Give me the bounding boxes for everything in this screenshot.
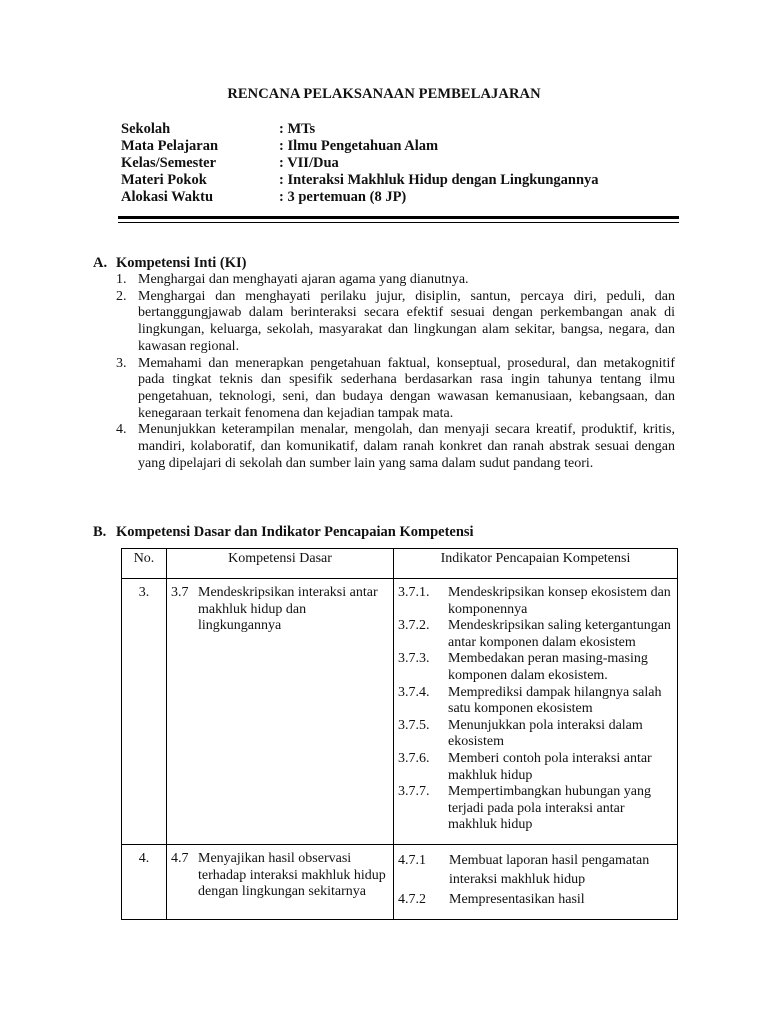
indicator-text: Mempresentasikan hasil bbox=[449, 891, 585, 907]
section-a-heading bbox=[93, 255, 247, 272]
indicator-text: Menunjukkan pola interaksi dalam ekosistem bbox=[448, 717, 643, 750]
column-header-kd: Kompetensi Dasar bbox=[167, 549, 394, 579]
identity-value: : MTs bbox=[279, 121, 316, 137]
kd-code: 4.7 bbox=[171, 850, 189, 866]
list-text: Memahami dan menerapkan pengetahuan faktual, konseptual, prosedural, dan metakognitif pada tingkat teknis dan spesifik sederhana berdasarkan rasa ingin tahunya tentang ilmu pengetahuan, teknologi, seni, dan budaya dengan wawasan kemanusiaan, kebangsaan, dan kenegaraan terkait fenomena dan kejadian tampak mata. bbox=[138, 355, 675, 421]
list-number: 2. bbox=[116, 288, 127, 304]
indicator-code: 3.7.1. bbox=[398, 585, 430, 600]
column-header-no: No. bbox=[122, 549, 167, 579]
indicator-text: Mendeskripsikan saling ketergantungan antar komponen dalam ekosistem bbox=[448, 618, 671, 650]
indicator-item bbox=[398, 585, 673, 618]
kd-entry bbox=[171, 585, 389, 635]
header-divider-thick bbox=[118, 216, 679, 219]
list-text: Menghargai dan menghayati ajaran agama yang dianutnya. bbox=[138, 272, 469, 287]
indicator-item bbox=[398, 751, 673, 784]
list-number: 1. bbox=[116, 272, 127, 287]
identity-value: : 3 pertemuan (8 JP) bbox=[279, 189, 407, 205]
indicator-code: 3.7.3. bbox=[398, 651, 430, 667]
indicator-item bbox=[398, 618, 673, 651]
indicator-item bbox=[398, 651, 673, 684]
indicator-code: 4.7.2 bbox=[398, 891, 426, 907]
section-letter: A. bbox=[93, 255, 108, 271]
table-row bbox=[122, 844, 678, 920]
identity-label: Sekolah bbox=[121, 121, 171, 137]
header-divider-thin bbox=[118, 222, 679, 223]
cell-kd bbox=[167, 579, 394, 845]
indicator-item bbox=[398, 890, 673, 910]
list-text: Menunjukkan keterampilan menalar, mengolah, dan menyaji secara kreatif, produktif, kritis, mandiri, kolaboratif, dan komunikatif, dalam ranah konkret dan ranah abstrak sesuai dengan yang dipelajari di sekolah dan sumber lain yang sama dalam sudut pandang teori. bbox=[138, 422, 675, 471]
cell-indicators bbox=[394, 579, 678, 845]
section-letter: B. bbox=[93, 524, 107, 540]
indicator-code: 3.7.2. bbox=[398, 618, 430, 634]
identity-label: Materi Pokok bbox=[121, 172, 207, 188]
indicator-code: 3.7.6. bbox=[398, 750, 430, 766]
indicator-text: Membedakan peran masing-masing komponen dalam ekosistem. bbox=[448, 651, 648, 683]
indicator-code: 3.7.4. bbox=[398, 684, 430, 700]
identity-value: : Ilmu Pengetahuan Alam bbox=[279, 138, 439, 154]
indicator-code: 4.7.1 bbox=[398, 852, 426, 868]
list-text: Menghargai dan menghayati perilaku jujur, disiplin, santun, percaya diri, peduli, dan bertanggungjawab dalam berinteraksi secara efektif sesuai dengan perkembangan anak di lingkungan, keluarga, sekolah, masyarakat dan lingkungan alam sekitar, bangsa, negara, dan kawasan regional. bbox=[138, 288, 675, 354]
indicator-item bbox=[398, 718, 673, 751]
column-header-ipk: Indikator Pencapaian Kompetensi bbox=[394, 549, 678, 579]
cell-no: 3. bbox=[122, 579, 167, 845]
cell-no: 4. bbox=[122, 844, 167, 920]
identity-row-subject bbox=[121, 138, 599, 155]
identity-label: Alokasi Waktu bbox=[121, 189, 214, 205]
identity-value: : VII/Dua bbox=[279, 155, 339, 171]
cell-indicators bbox=[394, 844, 678, 920]
list-item bbox=[116, 289, 675, 356]
indicator-code: 3.7.7. bbox=[398, 784, 430, 800]
section-title: Kompetensi Inti (KI) bbox=[116, 255, 247, 271]
indicator-item bbox=[398, 851, 673, 890]
identity-block bbox=[121, 121, 599, 206]
list-number: 4. bbox=[116, 422, 127, 438]
identity-row-class bbox=[121, 155, 599, 172]
section-b-heading bbox=[93, 524, 474, 541]
cell-kd bbox=[167, 844, 394, 920]
indicator-code: 3.7.5. bbox=[398, 717, 430, 733]
list-item bbox=[116, 356, 675, 423]
kd-text: Menyajikan hasil observasi terhadap interaksi makhluk hidup dengan lingkungan sekitarnya bbox=[198, 850, 386, 900]
indicator-item bbox=[398, 685, 673, 718]
competency-table bbox=[121, 548, 678, 920]
list-item bbox=[116, 422, 675, 472]
list-number: 3. bbox=[116, 355, 127, 371]
indicator-item bbox=[398, 784, 673, 834]
list-item bbox=[116, 272, 675, 289]
kd-entry bbox=[171, 851, 389, 901]
identity-label: Kelas/Semester bbox=[121, 155, 217, 171]
kd-code: 3.7 bbox=[171, 585, 189, 600]
indicator-text: Mendeskripsikan konsep ekosistem dan komponennya bbox=[448, 585, 671, 617]
indicator-text: Memprediksi dampak hilangnya salah satu komponen ekosistem bbox=[448, 684, 662, 717]
identity-row-time bbox=[121, 189, 599, 206]
table-row bbox=[122, 579, 678, 845]
identity-row-topic bbox=[121, 172, 599, 189]
document-title: RENCANA PELAKSANAAN PEMBELAJARAN bbox=[227, 86, 541, 102]
table-header-row bbox=[122, 549, 678, 579]
identity-value: : Interaksi Makhluk Hidup dengan Lingkungannya bbox=[279, 172, 599, 188]
kd-text: Mendeskripsikan interaksi antar makhluk hidup dan lingkungannya bbox=[198, 585, 378, 634]
indicator-text: Memberi contoh pola interaksi antar makhluk hidup bbox=[448, 750, 652, 783]
indicator-text: Mempertimbangkan hubungan yang terjadi pada pola interaksi antar makhluk hidup bbox=[448, 784, 651, 833]
identity-label: Mata Pelajaran bbox=[121, 138, 219, 154]
core-competency-list bbox=[116, 272, 675, 472]
section-title: Kompetensi Dasar dan Indikator Pencapaian Kompetensi bbox=[116, 524, 474, 540]
identity-row-school bbox=[121, 121, 599, 138]
indicator-text: Membuat laporan hasil pengamatan interaksi makhluk hidup bbox=[449, 852, 650, 888]
